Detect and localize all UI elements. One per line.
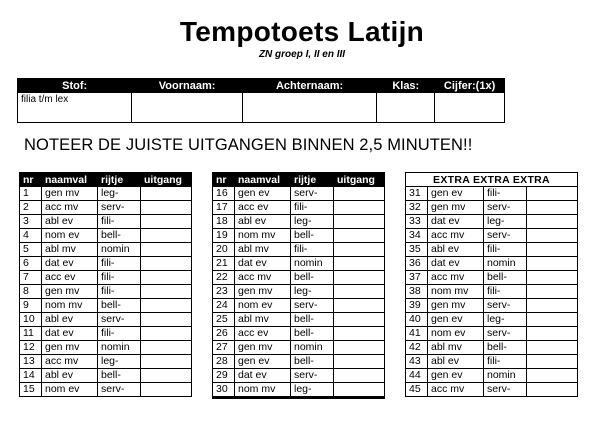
cell-nr: 29 [213,369,235,383]
cell-rijtje: fili- [484,355,527,369]
info-header-klas: Klas: [377,79,435,93]
cell-nr: 36 [406,257,428,271]
table-row [213,201,385,215]
table-row [20,369,192,383]
cell-naamval: acc ev [235,201,291,215]
cell-naamval: gen mv [42,187,98,201]
table-row [213,327,385,341]
cell-nr: 12 [20,341,42,355]
cell-naamval: acc mv [235,271,291,285]
cell-nr: 25 [213,313,235,327]
table-row [213,313,385,327]
col-header-rijtje: rijtje [291,173,334,187]
cell-uitgang-answer[interactable] [141,355,192,369]
col-header-nr: nr [20,173,42,187]
cell-nr: 30 [213,383,235,398]
table-row [213,355,385,369]
table-row [213,215,385,229]
table-row [406,257,578,271]
cell-naamval: gen mv [42,341,98,355]
instruction-text: NOTEER DE JUISTE UITGANGEN BINNEN 2,5 MINUTEN!! [24,136,473,154]
table-row [20,271,192,285]
cell-uitgang-answer[interactable] [141,369,192,383]
table-row [20,341,192,355]
cell-uitgang-answer[interactable] [334,229,385,243]
cell-nr: 20 [213,243,235,257]
cell-uitgang-answer[interactable] [527,355,578,369]
cell-nr: 32 [406,201,428,215]
table-row [20,383,192,397]
table-row [20,313,192,327]
cell-naamval: gen mv [235,285,291,299]
table-row [20,285,192,299]
cell-rijtje: bell- [98,229,141,243]
cell-nr: 28 [213,355,235,369]
cell-naamval: abl ev [42,369,98,383]
cell-naamval: gen ev [235,187,291,201]
info-value-row [18,93,505,123]
col-header-uitgang: uitgang [141,173,192,187]
cell-rijtje: serv- [98,313,141,327]
table-row [406,299,578,313]
cell-rijtje: fili- [98,271,141,285]
cell-rijtje: leg- [484,313,527,327]
cell-uitgang-answer[interactable] [141,383,192,397]
table-row [20,257,192,271]
cell-naamval: abl ev [42,215,98,229]
cell-naamval: acc ev [235,327,291,341]
cell-naamval: acc mv [428,271,484,285]
cell-nr: 1 [20,187,42,201]
cell-nr: 10 [20,313,42,327]
cell-uitgang-answer[interactable] [334,201,385,215]
table-row [406,187,578,201]
cell-nr: 35 [406,243,428,257]
cell-uitgang-answer[interactable] [334,355,385,369]
table-row [213,341,385,355]
cell-nr: 34 [406,229,428,243]
table-row [406,341,578,355]
cell-naamval: acc mv [42,201,98,215]
cell-rijtje: serv- [98,201,141,215]
table-row [406,285,578,299]
table-row [213,285,385,299]
table-row [20,201,192,215]
cell-uitgang-answer[interactable] [527,341,578,355]
cell-uitgang-answer[interactable] [527,299,578,313]
cell-rijtje: bell- [291,355,334,369]
table-row [406,369,578,383]
cell-rijtje: bell- [98,299,141,313]
cell-rijtje: fili- [98,285,141,299]
page-subtitle: ZN groep I, II en III [258,49,346,60]
cell-nr: 43 [406,355,428,369]
cell-naamval: dat ev [428,257,484,271]
table-row [20,243,192,257]
cell-rijtje: nomin [484,369,527,383]
cell-rijtje: serv- [484,201,527,215]
cell-rijtje: nomin [291,341,334,355]
cell-rijtje: fili- [484,187,527,201]
cell-nr: 13 [20,355,42,369]
info-voornaam-field[interactable] [132,93,242,123]
cell-rijtje: serv- [291,299,334,313]
cell-naamval: abl ev [235,215,291,229]
cell-naamval: nom ev [42,229,98,243]
cell-naamval: abl ev [428,243,484,257]
col-header-nr: nr [213,173,235,187]
cell-naamval: nom ev [42,383,98,397]
exercise-table-1 [19,172,192,397]
cell-uitgang-answer[interactable] [334,285,385,299]
cell-uitgang-answer[interactable] [527,285,578,299]
cell-nr: 5 [20,243,42,257]
cell-naamval: nom mv [235,383,291,398]
cell-rijtje: serv- [484,229,527,243]
cell-uitgang-answer[interactable] [527,313,578,327]
cell-nr: 38 [406,285,428,299]
cell-uitgang-answer[interactable] [141,243,192,257]
cell-rijtje: serv- [98,383,141,397]
cell-uitgang-answer[interactable] [141,229,192,243]
cell-rijtje: leg- [98,187,141,201]
cell-naamval: gen mv [235,341,291,355]
table-row [406,229,578,243]
cell-rijtje: fili- [291,201,334,215]
cell-nr: 8 [20,285,42,299]
table-row [406,271,578,285]
col-header-naamval: naamval [235,173,291,187]
cell-naamval: abl mv [235,243,291,257]
cell-nr: 44 [406,369,428,383]
cell-rijtje: fili- [98,327,141,341]
cell-uitgang-answer[interactable] [334,341,385,355]
cell-uitgang-answer[interactable] [334,187,385,201]
cell-uitgang-answer[interactable] [141,341,192,355]
extra-table-title: EXTRA EXTRA EXTRA [406,173,578,187]
cell-nr: 19 [213,229,235,243]
cell-uitgang-answer[interactable] [141,285,192,299]
cell-uitgang-answer[interactable] [334,271,385,285]
table-header-row [213,173,385,187]
cell-rijtje: nomin [98,243,141,257]
info-cijfer-field[interactable] [435,93,505,123]
cell-nr: 15 [20,383,42,397]
cell-naamval: nom ev [428,327,484,341]
cell-uitgang-answer[interactable] [334,369,385,383]
cell-naamval: gen ev [235,355,291,369]
student-info-table [17,78,505,123]
cell-rijtje: leg- [98,355,141,369]
cell-naamval: gen ev [428,313,484,327]
cell-uitgang-answer[interactable] [141,215,192,229]
cell-uitgang-answer[interactable] [334,327,385,341]
col-header-rijtje: rijtje [98,173,141,187]
cell-uitgang-answer[interactable] [527,257,578,271]
cell-nr: 16 [213,187,235,201]
info-achternaam-field[interactable] [242,93,377,123]
cell-rijtje: fili- [98,257,141,271]
cell-uitgang-answer[interactable] [141,187,192,201]
exercise-table-2 [212,172,385,399]
cell-naamval: nom mv [235,229,291,243]
cell-rijtje: serv- [484,383,527,397]
cell-naamval: acc mv [42,355,98,369]
cell-nr: 33 [406,215,428,229]
cell-uitgang-answer[interactable] [527,327,578,341]
cell-uitgang-answer[interactable] [334,313,385,327]
table-row [20,187,192,201]
cell-nr: 42 [406,341,428,355]
table-row [20,215,192,229]
cell-naamval: abl mv [42,243,98,257]
cell-rijtje: fili- [291,243,334,257]
cell-naamval: acc mv [428,229,484,243]
cell-rijtje: bell- [484,341,527,355]
table-row [213,257,385,271]
cell-nr: 31 [406,187,428,201]
table-row [20,229,192,243]
cell-uitgang-answer[interactable] [527,229,578,243]
cell-rijtje: bell- [291,271,334,285]
cell-uitgang-answer[interactable] [527,271,578,285]
cell-nr: 7 [20,271,42,285]
cell-naamval: gen mv [428,201,484,215]
cell-rijtje: leg- [291,215,334,229]
cell-naamval: nom mv [428,285,484,299]
table-row [213,229,385,243]
table-row [213,271,385,285]
cell-naamval: abl ev [42,313,98,327]
cell-naamval: dat ev [42,327,98,341]
cell-nr: 27 [213,341,235,355]
cell-rijtje: serv- [484,327,527,341]
cell-naamval: gen ev [428,369,484,383]
cell-nr: 17 [213,201,235,215]
cell-rijtje: nomin [291,257,334,271]
cell-naamval: abl mv [235,313,291,327]
cell-uitgang-answer[interactable] [141,271,192,285]
table-row [20,299,192,313]
col-header-uitgang: uitgang [334,173,385,187]
table-row [406,355,578,369]
cell-nr: 26 [213,327,235,341]
cell-rijtje: bell- [98,369,141,383]
cell-uitgang-answer[interactable] [334,299,385,313]
cell-naamval: dat ev [235,369,291,383]
cell-nr: 9 [20,299,42,313]
cell-nr: 11 [20,327,42,341]
cell-rijtje: serv- [291,187,334,201]
info-klas-field[interactable] [377,93,435,123]
cell-uitgang-answer[interactable] [334,215,385,229]
cell-rijtje: serv- [484,299,527,313]
cell-naamval: gen mv [42,285,98,299]
info-stof-value: filia t/m lex [18,93,132,123]
table-row [406,215,578,229]
cell-nr: 14 [20,369,42,383]
cell-rijtje: nomin [98,341,141,355]
cell-rijtje: bell- [484,271,527,285]
table-row [213,299,385,313]
cell-uitgang-answer[interactable] [141,201,192,215]
cell-rijtje: nomin [484,257,527,271]
cell-uitgang-answer[interactable] [527,369,578,383]
cell-nr: 45 [406,383,428,397]
cell-rijtje: fili- [484,243,527,257]
cell-uitgang-answer[interactable] [141,327,192,341]
table-row [213,187,385,201]
cell-nr: 21 [213,257,235,271]
cell-nr: 40 [406,313,428,327]
table-row [406,313,578,327]
cell-uitgang-answer[interactable] [334,243,385,257]
info-header-achternaam: Achternaam: [242,79,377,93]
cell-nr: 22 [213,271,235,285]
cell-uitgang-answer[interactable] [141,257,192,271]
cell-nr: 6 [20,257,42,271]
cell-uitgang-answer[interactable] [527,383,578,397]
cell-naamval: dat ev [235,257,291,271]
cell-rijtje: bell- [291,313,334,327]
table-row [213,369,385,383]
cell-rijtje: fili- [98,215,141,229]
cell-nr: 37 [406,271,428,285]
cell-rijtje: leg- [291,383,334,398]
table-row [406,243,578,257]
cell-rijtje: serv- [291,369,334,383]
table-row [20,327,192,341]
cell-naamval: nom mv [42,299,98,313]
info-header-cijfer: Cijfer:(1x) [435,79,505,93]
table-row [406,327,578,341]
cell-rijtje: leg- [484,215,527,229]
cell-nr: 41 [406,327,428,341]
cell-nr: 39 [406,299,428,313]
cell-naamval: acc mv [428,383,484,397]
cell-uitgang-answer[interactable] [527,201,578,215]
table-header-row [406,173,578,187]
cell-uitgang-answer[interactable] [334,383,385,398]
cell-nr: 3 [20,215,42,229]
table-row [213,243,385,257]
cell-uitgang-answer[interactable] [527,243,578,257]
cell-uitgang-answer[interactable] [141,299,192,313]
cell-naamval: gen mv [428,299,484,313]
cell-rijtje: bell- [291,229,334,243]
cell-rijtje: bell- [291,327,334,341]
cell-naamval: dat ev [42,257,98,271]
cell-naamval: abl mv [428,341,484,355]
cell-naamval: acc ev [42,271,98,285]
col-header-naamval: naamval [42,173,98,187]
page-title: Tempotoets Latijn [179,16,425,47]
cell-rijtje: fili- [484,285,527,299]
cell-nr: 2 [20,201,42,215]
table-row [406,383,578,397]
table-row [213,383,385,398]
cell-uitgang-answer[interactable] [527,215,578,229]
cell-nr: 18 [213,215,235,229]
cell-uitgang-answer[interactable] [527,187,578,201]
info-header-voornaam: Voornaam: [132,79,242,93]
table-row [406,201,578,215]
cell-nr: 4 [20,229,42,243]
cell-naamval: gen ev [428,187,484,201]
cell-nr: 23 [213,285,235,299]
info-header-stof: Stof: [18,79,132,93]
info-header-row [18,79,505,93]
table-header-row [20,173,192,187]
cell-uitgang-answer[interactable] [141,313,192,327]
exercise-table-extra [405,172,578,397]
cell-uitgang-answer[interactable] [334,257,385,271]
cell-nr: 24 [213,299,235,313]
cell-rijtje: leg- [291,285,334,299]
cell-naamval: nom ev [235,299,291,313]
cell-naamval: dat ev [428,215,484,229]
cell-naamval: abl ev [428,355,484,369]
table-row [20,355,192,369]
